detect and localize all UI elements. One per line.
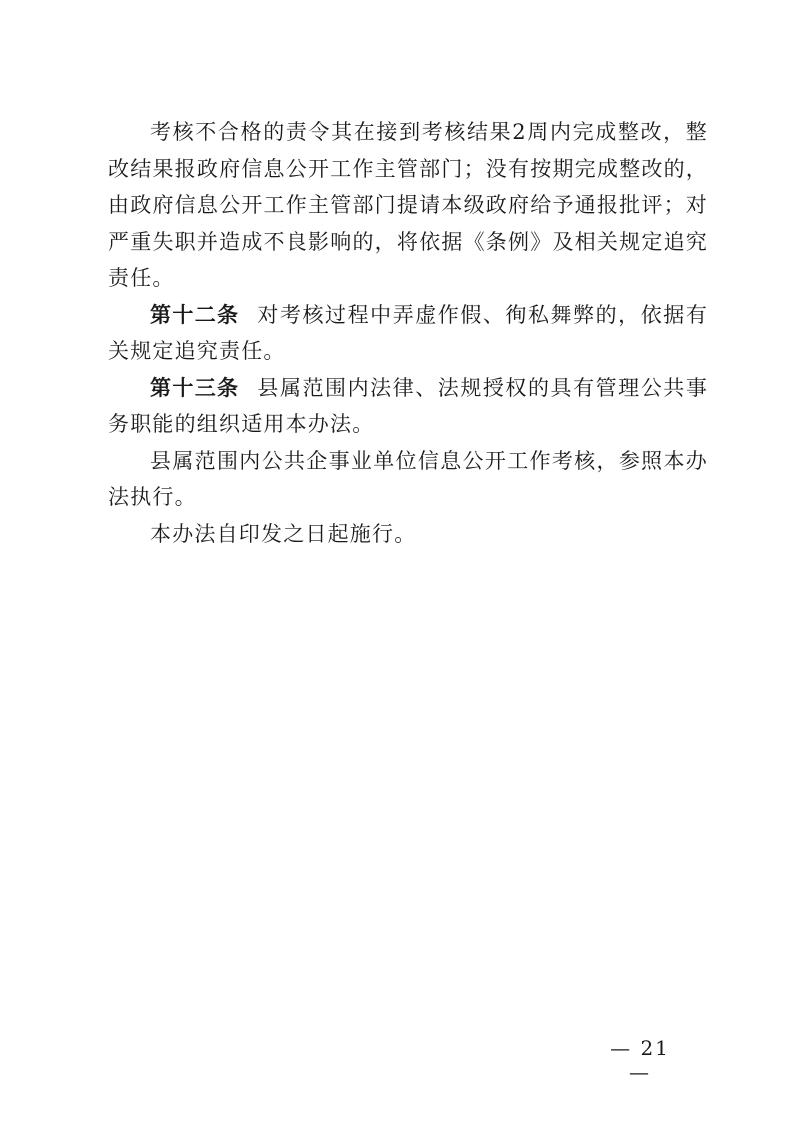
article-13-heading: 第十三条 (150, 375, 240, 400)
page-number: — 21 — (610, 1036, 670, 1084)
paragraph-text: 本办法自印发之日起施行。 (150, 521, 417, 546)
paragraph-public-enterprises (108, 443, 708, 516)
article-13 (108, 370, 708, 443)
article-12-heading: 第十二条 (150, 302, 240, 327)
article-13-text: 县属范围内法律、法规授权的具有管理公共事务职能的组织适用本办法。 (108, 375, 709, 436)
paragraph-effective-date (108, 516, 708, 553)
paragraph-text: 县属范围内公共企事业单位信息公开工作考核，参照本办法执行。 (108, 448, 708, 509)
body-text (108, 114, 708, 552)
article-12-text: 对考核过程中弄虚作假、徇私舞弊的，依据有关规定追究责任。 (108, 302, 709, 363)
article-12 (108, 297, 708, 370)
paragraph-assessment-failure (108, 114, 708, 297)
paragraph-text: 考核不合格的责令其在接到考核结果2周内完成整改，整改结果报政府信息公开工作主管部门；没有按期完成整改的，由政府信息公开工作主管部门提请本级政府给予通报批评；对严重失职并造成不良影响的，将依据《条例》及相关规定追究责任。 (108, 120, 708, 290)
